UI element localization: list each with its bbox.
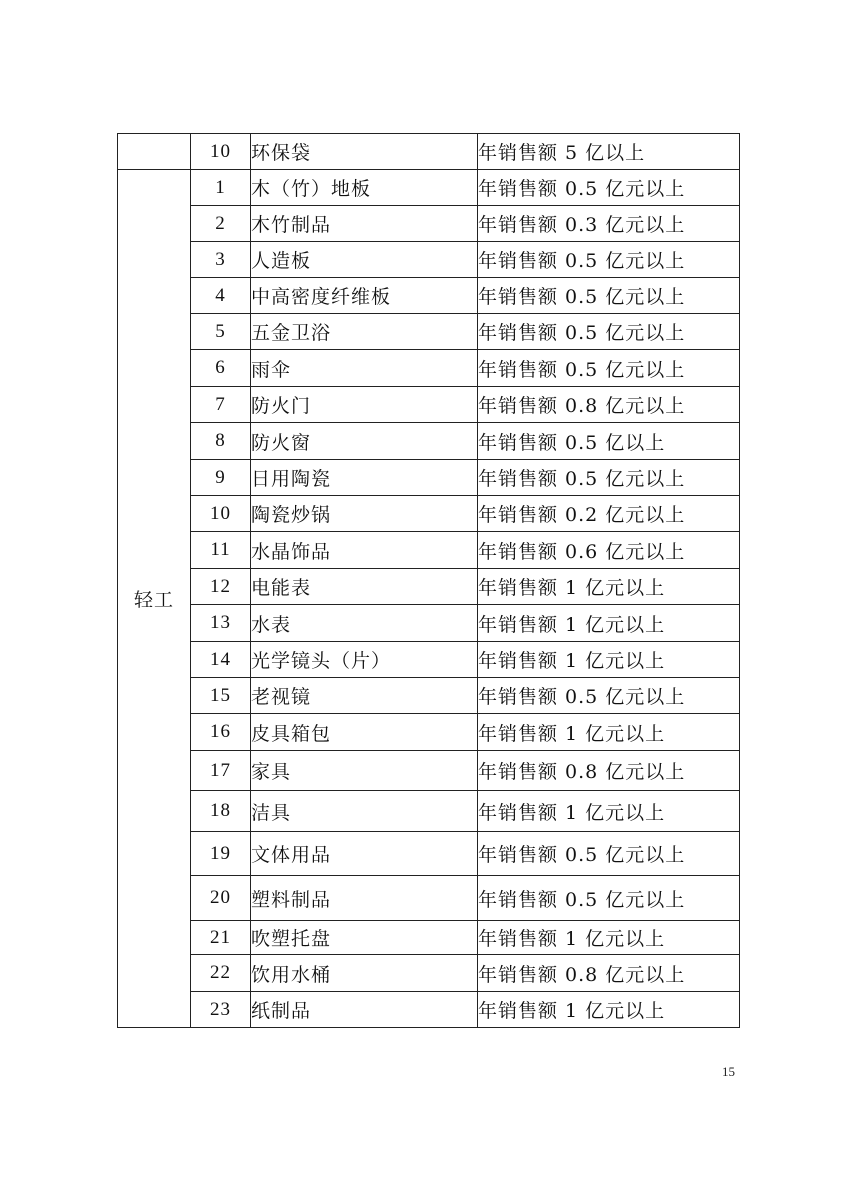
product-name: 饮用水桶 xyxy=(251,955,478,992)
sales-criteria: 年销售额 1 亿元以上 xyxy=(478,921,740,955)
row-number: 20 xyxy=(191,876,251,921)
row-number: 11 xyxy=(191,532,251,569)
product-name: 塑料制品 xyxy=(251,876,478,921)
product-name: 洁具 xyxy=(251,791,478,832)
sales-criteria: 年销售额 0.5 亿元以上 xyxy=(478,278,740,314)
row-number: 8 xyxy=(191,423,251,460)
sales-criteria: 年销售额 0.5 亿元以上 xyxy=(478,678,740,714)
row-number: 23 xyxy=(191,992,251,1028)
row-number: 22 xyxy=(191,955,251,992)
table-row xyxy=(118,460,740,496)
sales-criteria: 年销售额 0.5 亿元以上 xyxy=(478,832,740,876)
page-number: 15 xyxy=(722,1064,735,1079)
table-row xyxy=(118,714,740,751)
row-number: 14 xyxy=(191,642,251,678)
product-name: 木竹制品 xyxy=(251,206,478,242)
table-row xyxy=(118,992,740,1028)
row-number: 18 xyxy=(191,791,251,832)
table-row xyxy=(118,569,740,605)
product-name: 电能表 xyxy=(251,569,478,605)
sales-criteria: 年销售额 0.8 亿元以上 xyxy=(478,387,740,423)
product-name: 防火窗 xyxy=(251,423,478,460)
row-number: 6 xyxy=(191,350,251,387)
product-name: 环保袋 xyxy=(251,134,478,170)
row-number: 21 xyxy=(191,921,251,955)
table-row xyxy=(118,921,740,955)
sales-criteria: 年销售额 1 亿元以上 xyxy=(478,714,740,751)
product-name: 防火门 xyxy=(251,387,478,423)
table-row xyxy=(118,496,740,532)
product-name: 中高密度纤维板 xyxy=(251,278,478,314)
row-number: 1 xyxy=(191,170,251,206)
product-name: 五金卫浴 xyxy=(251,314,478,350)
sales-criteria: 年销售额 1 亿元以上 xyxy=(478,642,740,678)
sales-criteria: 年销售额 0.5 亿元以上 xyxy=(478,460,740,496)
product-name: 日用陶瓷 xyxy=(251,460,478,496)
sales-criteria: 年销售额 0.5 亿元以上 xyxy=(478,876,740,921)
category-cell: 轻工 xyxy=(118,170,191,1028)
product-name: 吹塑托盘 xyxy=(251,921,478,955)
row-number: 10 xyxy=(191,134,251,170)
sales-criteria: 年销售额 0.5 亿元以上 xyxy=(478,314,740,350)
table-row xyxy=(118,242,740,278)
product-name: 家具 xyxy=(251,751,478,791)
sales-criteria: 年销售额 0.8 亿元以上 xyxy=(478,751,740,791)
table-row xyxy=(118,278,740,314)
sales-criteria: 年销售额 0.6 亿元以上 xyxy=(478,532,740,569)
product-name: 木（竹）地板 xyxy=(251,170,478,206)
row-number: 13 xyxy=(191,605,251,642)
category-cell-previous xyxy=(118,134,191,170)
table-row xyxy=(118,387,740,423)
row-number: 3 xyxy=(191,242,251,278)
row-number: 2 xyxy=(191,206,251,242)
sales-criteria: 年销售额 0.5 亿以上 xyxy=(478,423,740,460)
sales-criteria: 年销售额 0.2 亿元以上 xyxy=(478,496,740,532)
product-name: 老视镜 xyxy=(251,678,478,714)
row-number: 12 xyxy=(191,569,251,605)
table-row xyxy=(118,678,740,714)
table-row xyxy=(118,751,740,791)
sales-criteria: 年销售额 5 亿以上 xyxy=(478,134,740,170)
row-number: 19 xyxy=(191,832,251,876)
sales-criteria: 年销售额 0.5 亿元以上 xyxy=(478,170,740,206)
table-row xyxy=(118,642,740,678)
product-name: 文体用品 xyxy=(251,832,478,876)
table-row xyxy=(118,134,740,170)
product-name: 水表 xyxy=(251,605,478,642)
row-number: 17 xyxy=(191,751,251,791)
row-number: 9 xyxy=(191,460,251,496)
row-number: 4 xyxy=(191,278,251,314)
sales-criteria: 年销售额 0.3 亿元以上 xyxy=(478,206,740,242)
product-name: 纸制品 xyxy=(251,992,478,1028)
sales-criteria: 年销售额 0.8 亿元以上 xyxy=(478,955,740,992)
table-row xyxy=(118,206,740,242)
table-row xyxy=(118,832,740,876)
sales-criteria: 年销售额 1 亿元以上 xyxy=(478,569,740,605)
table-row xyxy=(118,955,740,992)
product-name: 雨伞 xyxy=(251,350,478,387)
product-name: 皮具箱包 xyxy=(251,714,478,751)
table-row xyxy=(118,170,740,206)
table-row xyxy=(118,532,740,569)
row-number: 15 xyxy=(191,678,251,714)
row-number: 16 xyxy=(191,714,251,751)
sales-criteria: 年销售额 1 亿元以上 xyxy=(478,992,740,1028)
product-name: 陶瓷炒锅 xyxy=(251,496,478,532)
table-body xyxy=(118,134,740,1028)
table-row xyxy=(118,350,740,387)
product-name: 水晶饰品 xyxy=(251,532,478,569)
sales-criteria: 年销售额 1 亿元以上 xyxy=(478,605,740,642)
sales-criteria: 年销售额 0.5 亿元以上 xyxy=(478,350,740,387)
product-name: 人造板 xyxy=(251,242,478,278)
sales-criteria: 年销售额 0.5 亿元以上 xyxy=(478,242,740,278)
sales-criteria: 年销售额 1 亿元以上 xyxy=(478,791,740,832)
table-row xyxy=(118,314,740,350)
row-number: 5 xyxy=(191,314,251,350)
product-name: 光学镜头（片） xyxy=(251,642,478,678)
table-row xyxy=(118,876,740,921)
row-number: 10 xyxy=(191,496,251,532)
row-number: 7 xyxy=(191,387,251,423)
table-row xyxy=(118,605,740,642)
table-row xyxy=(118,791,740,832)
product-criteria-table xyxy=(117,133,740,1028)
table-row xyxy=(118,423,740,460)
